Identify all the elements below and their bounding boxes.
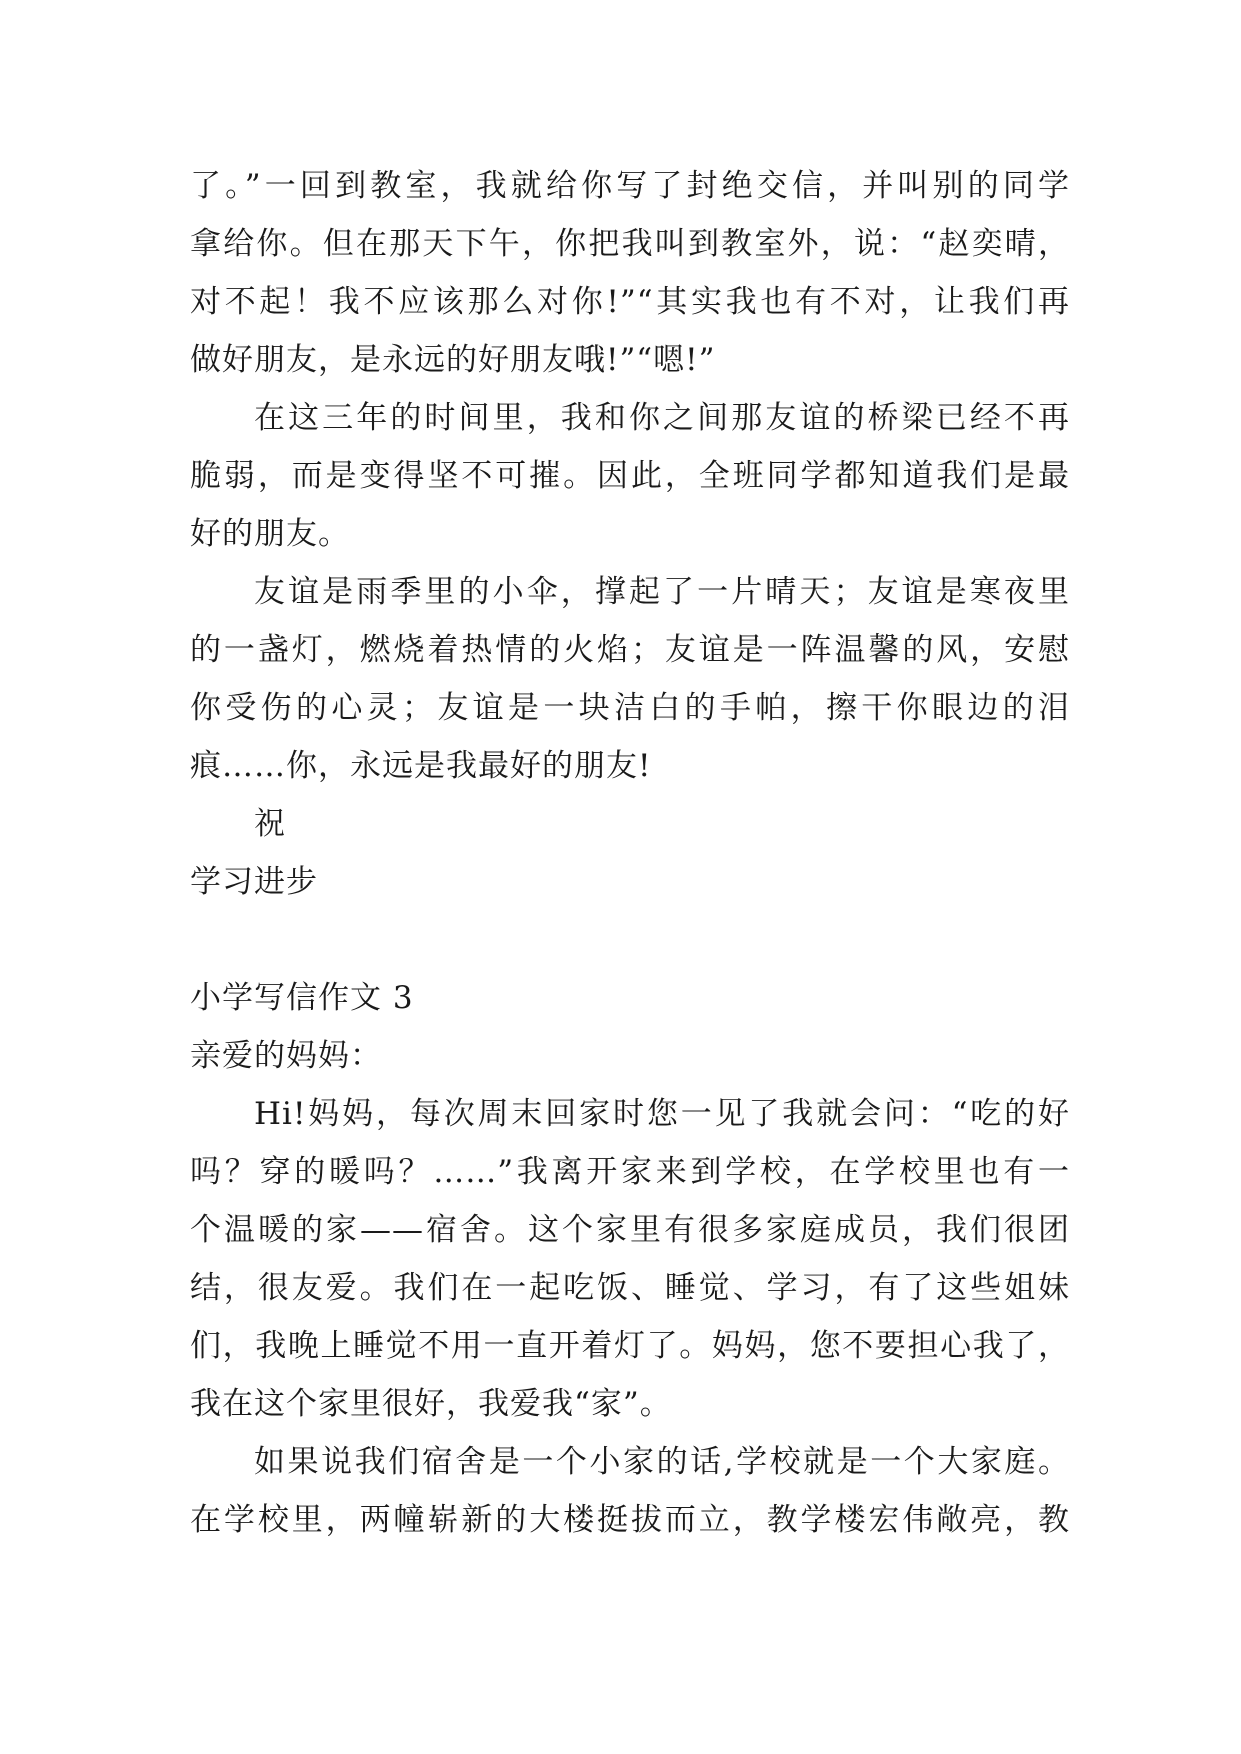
text-line: 小学写信作文 3 xyxy=(190,980,414,1016)
text-line: 亲爱的妈妈： xyxy=(190,1038,382,1074)
blank-line xyxy=(190,911,1070,969)
text-line: 你受伤的心灵；友谊是一块洁白的手帕，擦干你眼边的泪 xyxy=(190,690,1070,726)
text-line: 在学校里，两幢崭新的大楼挺拔而立，教学楼宏伟敞亮，教 xyxy=(190,1502,1070,1538)
text-line: 我在这个家里很好，我爱我“家”。 xyxy=(190,1386,672,1422)
text-line: 做好朋友，是永远的好朋友哦!”“嗯!” xyxy=(190,342,716,378)
text-line: 了。”一回到教室，我就给你写了封绝交信，并叫别的同学 xyxy=(190,168,1070,204)
text-line: 如果说我们宿舍是一个小家的话,学校就是一个大家庭。 xyxy=(254,1444,1070,1480)
text-line: 们，我晚上睡觉不用一直开着灯了。妈妈，您不要担心我了， xyxy=(190,1328,1070,1364)
text-line: 学习进步 xyxy=(190,864,318,900)
text-line: 吗？穿的暖吗？……”我离开家来到学校，在学校里也有一 xyxy=(190,1154,1070,1190)
text-line: 的一盏灯，燃烧着热情的火焰；友谊是一阵温馨的风，安慰 xyxy=(190,632,1070,668)
text-line: 祝 xyxy=(254,806,286,842)
text-line: 拿给你。但在那天下午，你把我叫到教室外，说：“赵奕晴， xyxy=(190,226,1070,262)
text-line: 好的朋友。 xyxy=(190,516,350,552)
text-line: 在这三年的时间里，我和你之间那友谊的桥梁已经不再 xyxy=(254,400,1070,436)
text-line: 友谊是雨季里的小伞，撑起了一片晴天；友谊是寒夜里 xyxy=(254,574,1070,610)
text-line: 对不起！我不应该那么对你!”“其实我也有不对，让我们再 xyxy=(190,284,1070,320)
text-line: 个温暖的家——宿舍。这个家里有很多家庭成员，我们很团 xyxy=(190,1212,1070,1248)
text-line: 痕……你，永远是我最好的朋友! xyxy=(190,748,652,784)
text-line: Hi!妈妈，每次周末回家时您一见了我就会问：“吃的好 xyxy=(254,1096,1070,1132)
text-line: 结，很友爱。我们在一起吃饭、睡觉、学习，有了这些姐妹 xyxy=(190,1270,1070,1306)
letter-text xyxy=(190,157,1070,1549)
text-line: 脆弱，而是变得坚不可摧。因此，全班同学都知道我们是最 xyxy=(190,458,1070,494)
